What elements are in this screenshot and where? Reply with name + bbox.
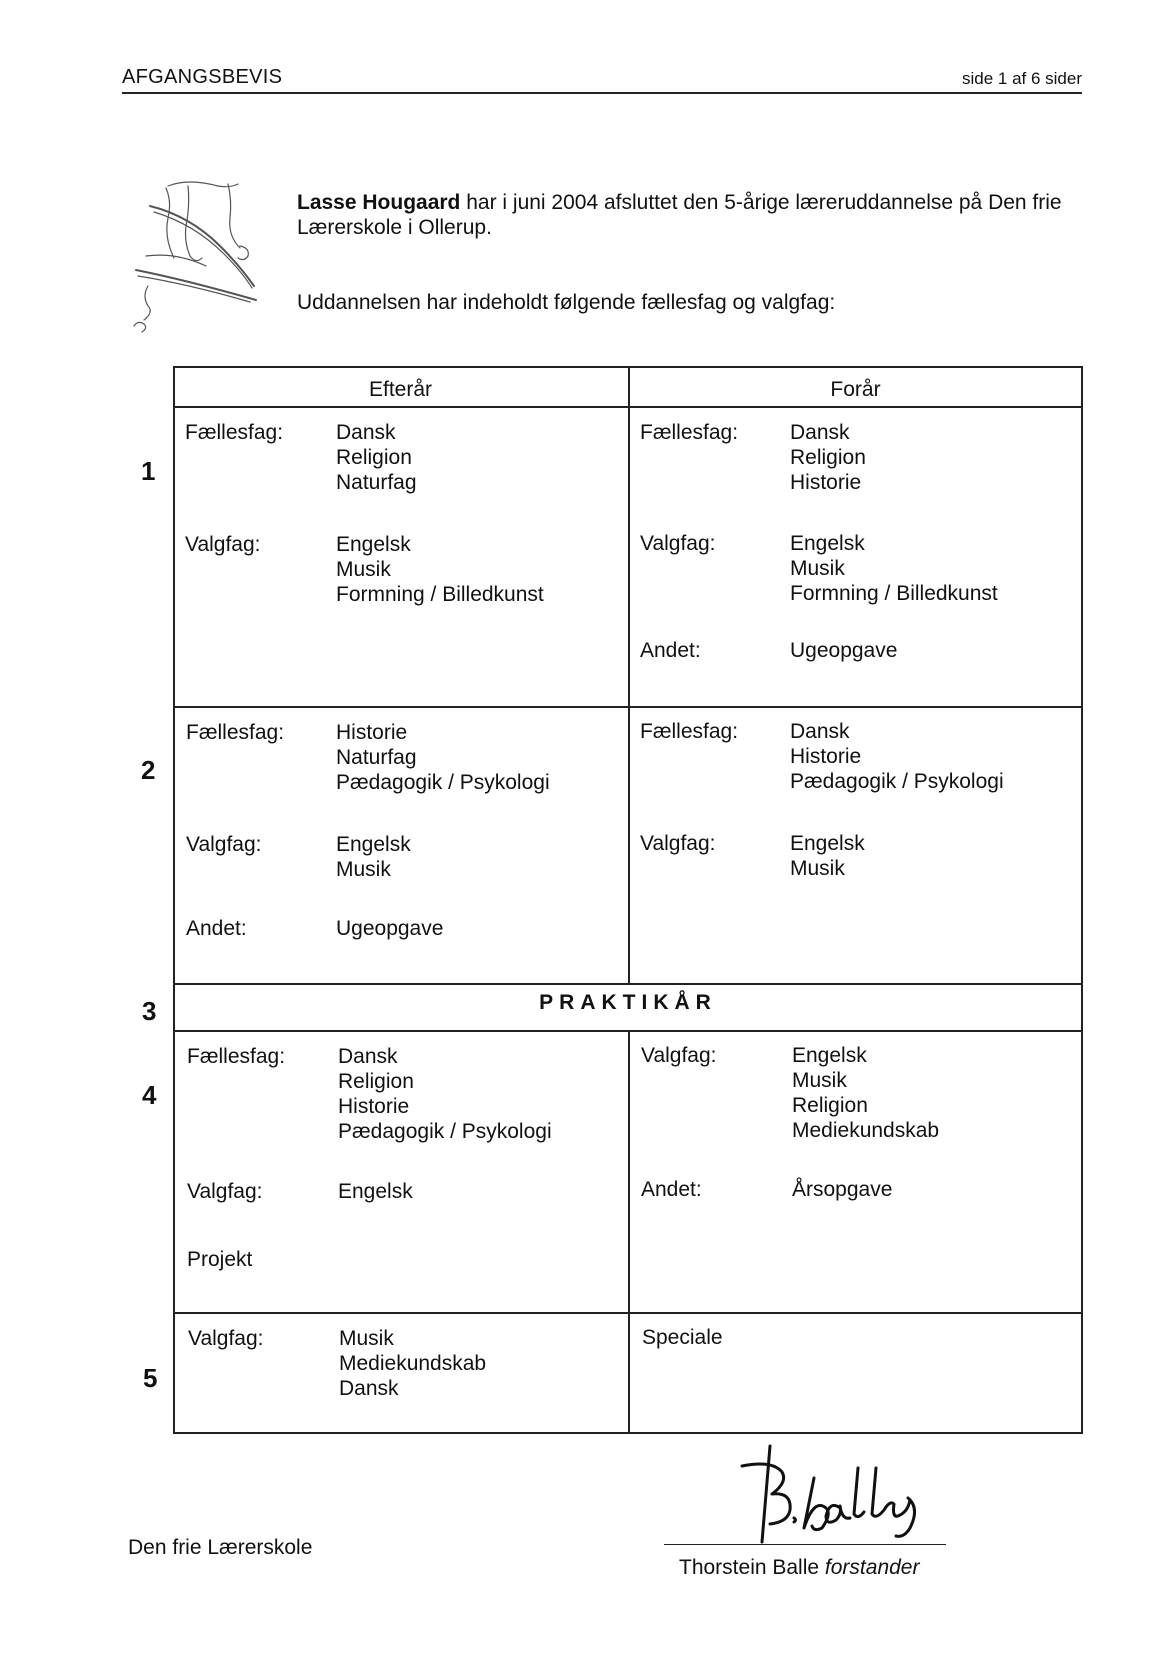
subject: Pædagogik / Psykologi	[790, 770, 1004, 793]
subject: Musik	[790, 857, 845, 880]
subject: Dansk	[339, 1377, 399, 1400]
row4-fall-elective-subjects	[338, 1179, 413, 1204]
school-emblem-icon	[128, 176, 276, 340]
column-heading-fall: Efterår	[368, 378, 433, 401]
row-number-2: 2	[141, 755, 156, 785]
row2-fall-elective-label: Valgfag:	[186, 833, 262, 856]
subject: Historie	[790, 745, 862, 768]
signer	[679, 1556, 919, 1580]
subject: Historie	[336, 721, 408, 744]
subject: Mediekundskab	[339, 1352, 487, 1375]
row1-spring-common-subjects	[790, 420, 866, 495]
document-title: AFGANGSBEVIS	[122, 66, 283, 88]
row2-spring-common-subjects	[790, 719, 1004, 794]
row2-spring-elective-label: Valgfag:	[640, 832, 716, 855]
subject: Mediekundskab	[792, 1119, 940, 1142]
subject: Engelsk	[790, 832, 865, 855]
subject: Historie	[338, 1095, 410, 1118]
subject: Ugeopgave	[336, 917, 444, 940]
row-number-1: 1	[141, 456, 156, 486]
subject: Formning / Billedkunst	[790, 582, 998, 605]
subject: Dansk	[790, 720, 850, 743]
intro-paragraph	[297, 190, 1077, 240]
row2-fall-other-subjects	[336, 916, 443, 941]
subject: Religion	[336, 446, 412, 469]
subject: Pædagogik / Psykologi	[338, 1120, 552, 1143]
subject: Naturfag	[336, 471, 417, 494]
row4-spring-elective-subjects	[792, 1043, 939, 1143]
row4-spring-other-subjects	[792, 1177, 892, 1202]
subject: Dansk	[338, 1045, 398, 1068]
subject: Musik	[790, 557, 845, 580]
practice-year-title: PRAKTIKÅR	[539, 991, 717, 1014]
row1-fall-common-label: Fællesfag:	[185, 421, 284, 444]
subjects-table	[173, 366, 1083, 1434]
row1-spring-other-subjects	[790, 638, 897, 663]
row-number-4: 4	[142, 1080, 157, 1110]
subject: Pædagogik / Psykologi	[336, 771, 550, 794]
subject: Dansk	[336, 421, 396, 444]
subject: Engelsk	[336, 833, 411, 856]
page-info: side 1 af 6 sider	[961, 69, 1082, 88]
school-name: Den frie Lærerskole	[128, 1536, 313, 1559]
row1-fall-elective-label: Valgfag:	[185, 533, 261, 556]
row2-fall-common-subjects	[336, 720, 550, 795]
subject: Musik	[792, 1069, 847, 1092]
row4-spring-elective-label: Valgfag:	[641, 1044, 717, 1067]
subject: Ugeopgave	[790, 639, 898, 662]
row4-fall-common-label: Fællesfag:	[187, 1045, 286, 1068]
row4-fall-common-subjects	[338, 1044, 552, 1144]
subject: Historie	[790, 471, 862, 494]
subject: Engelsk	[336, 533, 411, 556]
signature-line	[664, 1544, 946, 1545]
signature-icon	[740, 1438, 960, 1548]
student-name: Lasse Hougaard	[297, 191, 461, 214]
signer-title: forstander	[824, 1556, 920, 1579]
row2-spring-elective-subjects	[790, 831, 865, 881]
row1-spring-other-label: Andet:	[640, 639, 701, 662]
subject: Engelsk	[792, 1044, 867, 1067]
intro-text: har i juni 2004 afsluttet den 5-årige læreruddannelse på Den frie Lærerskole i Ollerup.	[297, 191, 1062, 239]
subject: Engelsk	[338, 1180, 413, 1203]
row2-fall-elective-subjects	[336, 832, 411, 882]
subject: Religion	[792, 1094, 868, 1117]
row-number-3: 3	[142, 996, 157, 1026]
row5-fall-elective-label: Valgfag:	[188, 1327, 264, 1350]
subject: Musik	[339, 1327, 394, 1350]
row4-fall-elective-label: Valgfag:	[187, 1180, 263, 1203]
row5-spring-specialization-label: Speciale	[642, 1326, 723, 1349]
row4-fall-project-label: Projekt	[187, 1248, 253, 1271]
subject: Naturfag	[336, 746, 417, 769]
signer-name: Thorstein Balle	[679, 1556, 820, 1579]
subject: Religion	[338, 1070, 414, 1093]
column-heading-spring: Forår	[830, 378, 881, 401]
row1-spring-elective-subjects	[790, 531, 998, 606]
subject: Engelsk	[790, 532, 865, 555]
document-header	[122, 66, 1082, 94]
row2-fall-common-label: Fællesfag:	[186, 721, 285, 744]
subject: Årsopgave	[792, 1178, 893, 1201]
row2-fall-other-label: Andet:	[186, 917, 247, 940]
row1-spring-elective-label: Valgfag:	[640, 532, 716, 555]
subject: Musik	[336, 558, 391, 581]
subject: Formning / Billedkunst	[336, 583, 544, 606]
row4-spring-other-label: Andet:	[641, 1178, 702, 1201]
row1-spring-common-label: Fællesfag:	[640, 421, 739, 444]
row-number-5: 5	[143, 1363, 158, 1393]
row5-fall-elective-subjects	[339, 1326, 486, 1401]
row1-fall-common-subjects	[336, 420, 417, 495]
subjects-intro: Uddannelsen har indeholdt følgende fællesfag og valgfag:	[297, 291, 836, 314]
row2-spring-common-label: Fællesfag:	[640, 720, 739, 743]
subject: Dansk	[790, 421, 850, 444]
subject: Religion	[790, 446, 866, 469]
subject: Musik	[336, 858, 391, 881]
row1-fall-elective-subjects	[336, 532, 544, 607]
